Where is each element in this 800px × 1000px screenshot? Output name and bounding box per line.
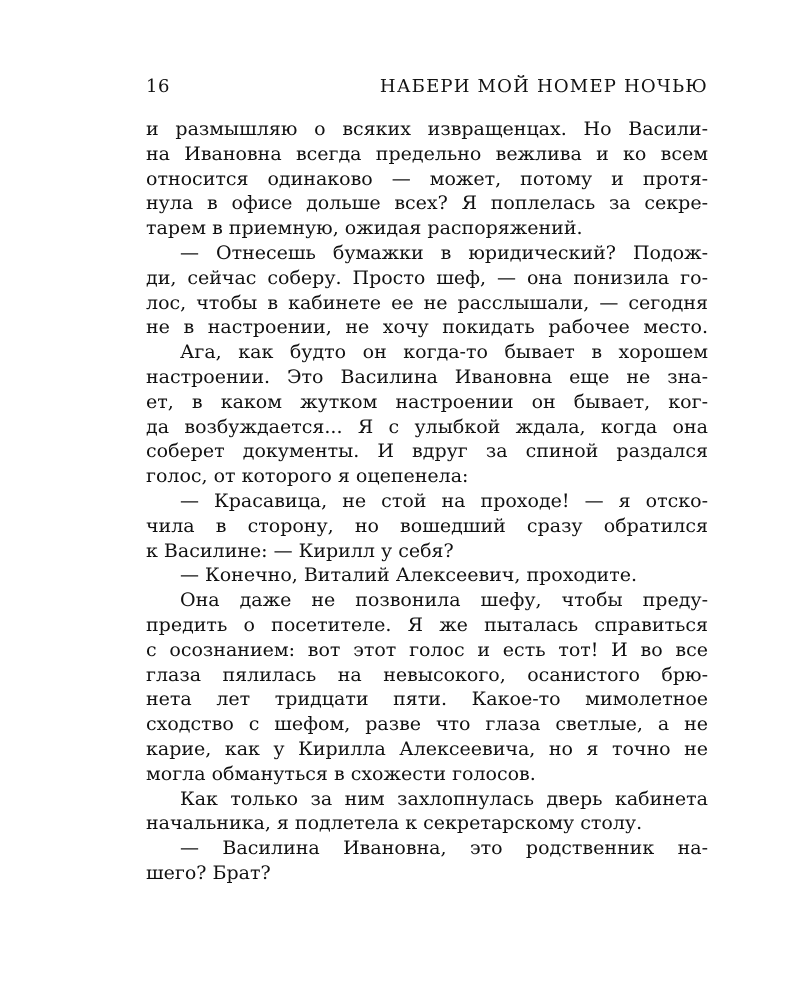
text-line: ди, сейчас соберу. Просто шеф, — она понизила го- [146, 266, 708, 289]
text-line: глаза пялилась на невысокого, осанистого брю- [146, 663, 708, 686]
text-line: сходство с шефом, разве что глаза светлые, а не [146, 713, 708, 736]
text-line: начальника, я подлетела к секретарскому столу. [146, 812, 643, 835]
text-line: Ага, как будто он когда-то бывает в хорошем [180, 341, 708, 364]
text-line: к Василине: — Кирилл у себя? [146, 539, 454, 562]
text-line: тарем в приемную, ожидая распоряжений. [146, 217, 583, 240]
text-line: на Ивановна всегда предельно вежлива и ко всем [146, 142, 708, 165]
text-line: — Конечно, Виталий Алексеевич, проходите. [180, 564, 638, 587]
text-line: и размышляю о всяких извращенцах. Но Васили- [146, 118, 708, 140]
text-line: Как только за ним захлопнулась дверь кабинета [180, 787, 708, 810]
text-line: шего? Брат? [146, 861, 271, 884]
text-line: ет, в каком жутком настроении он бывает, ког- [146, 390, 708, 413]
text-line: карие, как у Кирилла Алексеевича, но я точно не [146, 737, 708, 760]
text-line: Она даже не позвонила шефу, чтобы преду- [180, 589, 708, 612]
text-line: нета лет тридцати пяти. Какое-то мимолетное [146, 688, 708, 711]
text-line: настроении. Это Василина Ивановна еще не зна- [146, 365, 708, 388]
text-line: да возбуждается... Я с улыбкой ждала, когда она [146, 415, 708, 438]
text-line: предить о посетителе. Я же пыталась справиться [146, 613, 708, 636]
text-line: — Отнесешь бумажки в юридический? Подож- [180, 241, 708, 264]
text-line: с осознанием: вот этот голос и есть тот! И во все [146, 638, 708, 661]
text-line: соберет документы. И вдруг за спиной раздался [146, 440, 708, 463]
text-line: относится одинаково — может, потому и протя- [146, 167, 708, 190]
text-line: не в настроении, не хочу покидать рабочее место. [146, 316, 708, 339]
running-header [146, 76, 708, 98]
text-line: нула в офисе дольше всех? Я поплелась за секре- [146, 192, 708, 215]
text-line: лос, чтобы в кабинете ее не расслышали, — сегодня [146, 291, 708, 314]
text-line: могла обмануться в схожести голосов. [146, 762, 536, 785]
page-number: 16 [146, 76, 170, 97]
running-title: НАБЕРИ МОЙ НОМЕР НОЧЬЮ [379, 76, 708, 97]
text-line: чила в сторону, но вошедший сразу обратился [146, 514, 708, 537]
body-text [146, 117, 708, 886]
text-line: голос, от которого я оцепенела: [146, 465, 469, 488]
text-line: — Красавица, не стой на проходе! — я отско- [180, 489, 708, 512]
text-line: — Василина Ивановна, это родственник на- [180, 837, 708, 860]
